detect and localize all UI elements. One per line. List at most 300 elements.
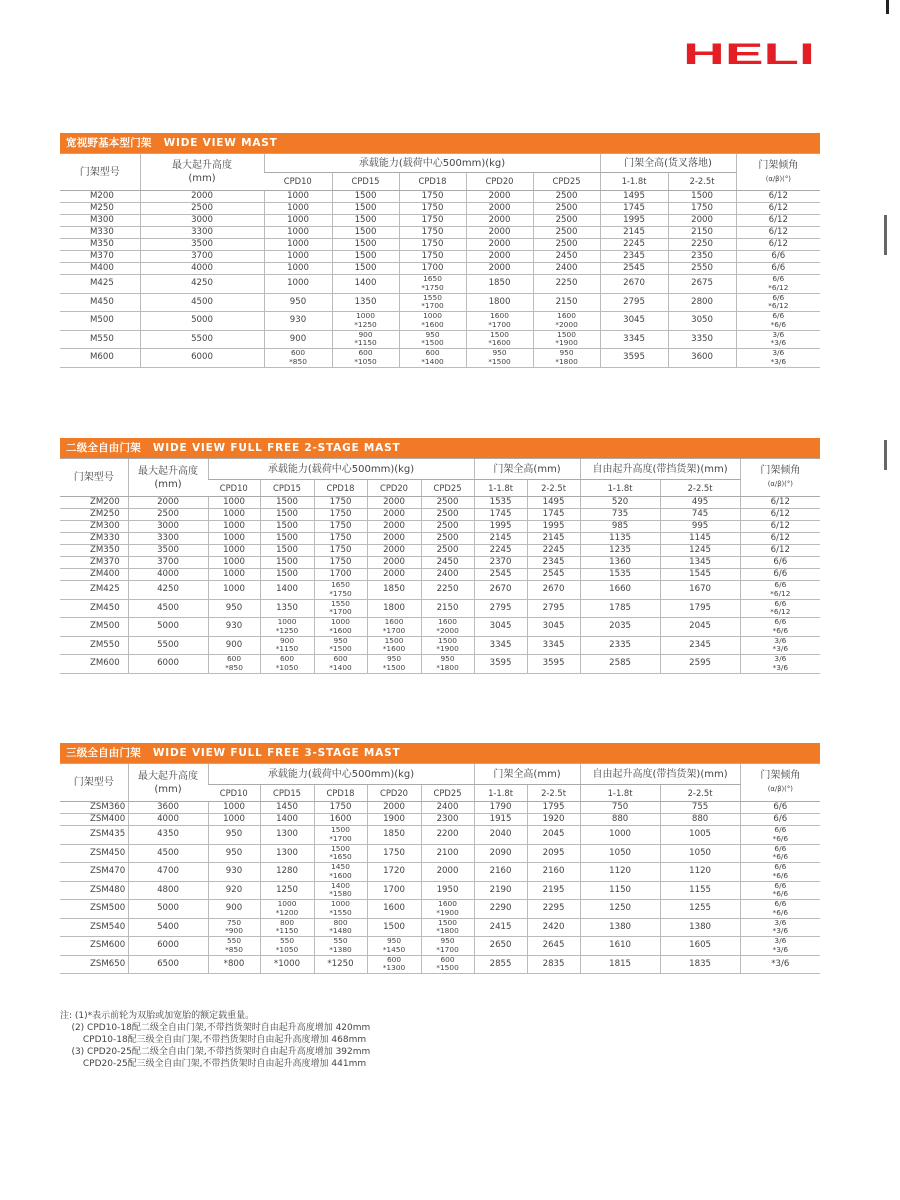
value-dual-tire: *1050 (354, 356, 377, 366)
value-cell (740, 581, 820, 600)
value-cell: 1750 (314, 509, 367, 521)
value-primary: 3/6 (772, 330, 785, 339)
value-primary: 1500 (490, 330, 509, 339)
value-cell: 1120 (660, 863, 740, 882)
value-cell: 2000 (466, 239, 533, 251)
value-cell (740, 618, 820, 637)
value-cell: 6/6 (740, 802, 820, 814)
value-cell (314, 636, 367, 655)
value-cell: 1995 (600, 215, 668, 227)
value-cell: 2345 (600, 251, 668, 263)
table-row (60, 618, 820, 637)
value-cell: 1350 (332, 293, 399, 312)
value-cell (740, 636, 820, 655)
table-row (60, 863, 820, 882)
value-dual-tire: *1600 (488, 338, 511, 348)
value-cell (367, 636, 421, 655)
value-cell: 3345 (527, 636, 580, 655)
value-primary: 3/6 (772, 348, 785, 358)
value-dual-tire: *3/6 (772, 662, 789, 672)
value-cell: 2645 (527, 937, 580, 956)
model-cell: M450 (60, 293, 140, 312)
value-cell: 2345 (527, 557, 580, 569)
value-primary: 950 (333, 636, 348, 645)
value-primary: 3/6 (774, 654, 787, 664)
value-cell: 3500 (140, 239, 264, 251)
scan-edge-mark (884, 440, 887, 470)
value-cell: 1950 (421, 881, 474, 900)
table-row (60, 955, 820, 974)
value-dual-tire: *1600 (329, 625, 352, 635)
value-primary: 1000 (331, 899, 350, 909)
value-cell (332, 330, 399, 349)
value-cell: 1995 (474, 521, 527, 533)
value-primary: 600 (358, 348, 373, 358)
value-cell (264, 349, 332, 368)
value-cell: 1535 (474, 497, 527, 509)
value-cell: 1500 (260, 521, 314, 533)
value-cell: 1745 (474, 509, 527, 521)
model-cell: ZM550 (60, 636, 128, 655)
value-cell: 1400 (332, 275, 399, 294)
value-cell: 1750 (399, 251, 466, 263)
value-cell: 2250 (421, 581, 474, 600)
model-cell: ZM250 (60, 509, 128, 521)
value-cell (740, 918, 820, 937)
value-dual-tire: *1700 (488, 319, 511, 329)
value-primary: 600 (425, 348, 440, 358)
value-cell: 2450 (533, 251, 600, 263)
value-primary: 3/6 (774, 636, 787, 645)
value-cell: 1745 (527, 509, 580, 521)
model-cell: ZSM500 (60, 900, 128, 919)
value-cell: 6/12 (736, 215, 820, 227)
value-cell: 2855 (474, 955, 527, 974)
value-primary: 1000 (277, 899, 297, 909)
value-cell: 1155 (660, 881, 740, 900)
model-cell: M330 (60, 227, 140, 239)
value-cell: 2035 (580, 618, 660, 637)
section-title-bar (60, 133, 820, 153)
value-cell (314, 881, 367, 900)
value-cell (399, 312, 466, 331)
value-cell: 1300 (260, 826, 314, 845)
value-cell: 1815 (580, 955, 660, 974)
value-cell: 4250 (128, 581, 208, 600)
value-primary: 800 (333, 918, 348, 927)
scan-edge-mark (886, 0, 889, 14)
value-cell: 3595 (527, 655, 580, 674)
value-dual-tire: *3/6 (770, 356, 787, 366)
value-cell: 1800 (367, 599, 421, 618)
value-primary: 6/6 (774, 599, 787, 608)
value-cell: 995 (660, 521, 740, 533)
model-cell: ZM350 (60, 545, 128, 557)
value-cell (314, 918, 367, 937)
value-cell: 1920 (527, 814, 580, 826)
value-dual-tire: *1750 (421, 282, 444, 292)
header-free-2-2.5t: 2-2.5t (660, 785, 740, 802)
value-cell: 6000 (128, 937, 208, 956)
value-primary: 600 (279, 654, 295, 664)
value-cell: 1000 (264, 215, 332, 227)
value-cell: 2160 (527, 863, 580, 882)
value-cell: 1500 (367, 918, 421, 937)
value-cell: 5000 (128, 900, 208, 919)
model-cell: ZM425 (60, 581, 128, 600)
value-dual-tire: *1750 (329, 588, 352, 598)
value-primary: 600 (333, 654, 348, 664)
value-cell: 755 (660, 802, 740, 814)
value-cell: 3700 (140, 251, 264, 263)
value-cell: 3000 (140, 215, 264, 227)
value-cell (421, 937, 474, 956)
value-cell: 495 (660, 497, 740, 509)
table-row (60, 263, 820, 275)
table-row (60, 937, 820, 956)
value-cell: 2000 (668, 215, 736, 227)
value-cell (740, 937, 820, 956)
value-cell: 2245 (527, 545, 580, 557)
model-cell: M200 (60, 191, 140, 203)
value-cell: 2000 (367, 557, 421, 569)
value-dual-tire: *1500 (488, 356, 511, 366)
value-cell (367, 618, 421, 637)
note-line: 注: (1)*表示前轮为双胎或加宽胎的额定载重量。 (60, 1011, 255, 1021)
value-cell: 2500 (140, 203, 264, 215)
value-cell: 5000 (140, 312, 264, 331)
value-cell (314, 863, 367, 882)
model-cell: M550 (60, 330, 140, 349)
value-primary: 950 (559, 348, 574, 358)
header-cpd18: CPD18 (314, 785, 367, 802)
value-dual-tire: *1800 (436, 926, 459, 936)
table-row (60, 275, 820, 294)
value-dual-tire: *1600 (421, 319, 444, 329)
value-cell: 3600 (128, 802, 208, 814)
value-dual-tire: *3/6 (772, 944, 789, 954)
value-cell: 2500 (421, 545, 474, 557)
header-tilt-unit: (α/β)(°) (767, 785, 793, 793)
value-cell: 1700 (314, 569, 367, 581)
value-cell: 2000 (140, 191, 264, 203)
value-cell: 1500 (260, 545, 314, 557)
value-primary: 950 (386, 654, 402, 664)
value-cell (740, 900, 820, 919)
value-cell: 2400 (421, 569, 474, 581)
value-primary: 1500 (331, 825, 350, 835)
value-cell: 2500 (533, 203, 600, 215)
value-cell: 6/12 (736, 191, 820, 203)
value-cell: 4000 (128, 569, 208, 581)
value-cell: 2545 (474, 569, 527, 581)
value-cell: 2000 (466, 263, 533, 275)
value-cell: 2150 (668, 227, 736, 239)
value-cell: 3500 (128, 545, 208, 557)
value-cell: 1120 (580, 863, 660, 882)
value-cell (314, 900, 367, 919)
value-cell (314, 599, 367, 618)
section-title-cn: 三级全自由门架 (66, 747, 141, 759)
value-cell: 1545 (660, 569, 740, 581)
value-dual-tire: *900 (225, 926, 243, 936)
value-dual-tire: *1450 (382, 944, 406, 954)
table-row (60, 521, 820, 533)
header-cpd18: CPD18 (399, 173, 466, 191)
value-cell: 4350 (128, 826, 208, 845)
value-cell: 2000 (367, 533, 421, 545)
value-cell (399, 293, 466, 312)
value-cell (367, 955, 421, 974)
value-cell: 1245 (660, 545, 740, 557)
value-dual-tire: *1700 (421, 301, 444, 311)
value-cell: 2000 (466, 251, 533, 263)
heli-logo (683, 40, 815, 66)
value-cell: 5400 (128, 918, 208, 937)
value-cell: 745 (660, 509, 740, 521)
value-cell: 1795 (660, 599, 740, 618)
value-cell: 880 (580, 814, 660, 826)
value-primary: 6/6 (774, 617, 787, 627)
section-title-en: WIDE VIEW MAST (163, 137, 278, 149)
value-cell (367, 655, 421, 674)
value-cell: *3/6 (740, 955, 820, 974)
table-row (60, 802, 820, 814)
value-dual-tire: *1300 (382, 963, 406, 973)
table-row (60, 557, 820, 569)
table-body (60, 802, 820, 974)
value-cell: 950 (208, 826, 260, 845)
value-cell: 6000 (128, 655, 208, 674)
table-row (60, 191, 820, 203)
value-cell: 3000 (128, 521, 208, 533)
value-cell: 1500 (332, 251, 399, 263)
model-cell: ZSM435 (60, 826, 128, 845)
header-max-lift-label: 最大起升高度 (138, 770, 198, 782)
value-cell: 2145 (527, 533, 580, 545)
section-title-cn: 二级全自由门架 (66, 442, 141, 454)
value-cell: 6/12 (740, 497, 820, 509)
value-cell: 1795 (527, 802, 580, 814)
value-cell: 2545 (600, 263, 668, 275)
value-primary: 550 (226, 936, 242, 946)
value-cell: 2500 (533, 227, 600, 239)
value-cell (533, 349, 600, 368)
table-row (60, 900, 820, 919)
value-cell (314, 844, 367, 863)
header-max-lift-label: 最大起升高度 (172, 160, 232, 171)
value-dual-tire: *850 (289, 356, 307, 366)
value-primary: 900 (358, 330, 373, 339)
value-cell: 1500 (332, 227, 399, 239)
value-dual-tire: *6/12 (770, 588, 791, 598)
model-cell: ZM500 (60, 618, 128, 637)
model-cell: M370 (60, 251, 140, 263)
value-cell: 2160 (474, 863, 527, 882)
header-cpd10: CPD10 (208, 785, 260, 802)
value-primary: 1500 (438, 636, 457, 645)
value-cell: 1000 (208, 814, 260, 826)
value-cell: 3595 (600, 349, 668, 368)
table-row (60, 349, 820, 368)
model-cell: ZSM400 (60, 814, 128, 826)
model-cell: ZM200 (60, 497, 128, 509)
header-max-lift (128, 459, 208, 497)
value-primary: 950 (440, 936, 455, 946)
header-cpd15: CPD15 (332, 173, 399, 191)
value-cell: 1500 (260, 509, 314, 521)
value-primary: 1000 (277, 617, 297, 627)
value-dual-tire: *6/12 (768, 301, 789, 311)
value-cell: 1750 (399, 191, 466, 203)
value-dual-tire: *1200 (275, 907, 299, 917)
value-cell (466, 330, 533, 349)
value-cell: 1995 (527, 521, 580, 533)
value-dual-tire: *1600 (329, 870, 352, 880)
value-cell: 3345 (474, 636, 527, 655)
table-row (60, 918, 820, 937)
value-cell: 1500 (332, 191, 399, 203)
value-cell: 1000 (264, 191, 332, 203)
model-cell: M300 (60, 215, 140, 227)
value-cell: 6/12 (740, 533, 820, 545)
value-cell: 1700 (399, 263, 466, 275)
value-cell: 1495 (527, 497, 580, 509)
value-cell: 6/12 (736, 203, 820, 215)
value-cell: 2415 (474, 918, 527, 937)
header-cpd15: CPD15 (260, 785, 314, 802)
value-cell (421, 900, 474, 919)
value-primary: 1500 (438, 918, 457, 927)
table-row (60, 533, 820, 545)
value-cell: 6/6 (736, 263, 820, 275)
value-cell: 2595 (660, 655, 740, 674)
value-cell: *1250 (314, 955, 367, 974)
value-cell: 1250 (260, 881, 314, 900)
model-cell: M425 (60, 275, 140, 294)
value-cell: 4250 (140, 275, 264, 294)
value-cell: 2795 (474, 599, 527, 618)
header-cpd18: CPD18 (314, 480, 367, 497)
value-dual-tire: *1550 (329, 907, 352, 917)
header-tilt-label: 门架倾角 (760, 465, 801, 476)
value-cell: 1250 (580, 900, 660, 919)
model-cell: M500 (60, 312, 140, 331)
header-cpd15: CPD15 (260, 480, 314, 497)
value-cell (736, 312, 820, 331)
value-dual-tire: *1050 (275, 944, 299, 954)
value-cell: 1610 (580, 937, 660, 956)
value-cell: 2245 (474, 545, 527, 557)
value-cell: 930 (264, 312, 332, 331)
value-primary: 600 (440, 955, 455, 964)
value-dual-tire: *1500 (436, 963, 459, 973)
value-cell: 1720 (367, 863, 421, 882)
value-cell: 4000 (128, 814, 208, 826)
value-cell: 1000 (208, 557, 260, 569)
value-primary: 550 (333, 936, 348, 946)
value-cell: 1400 (260, 814, 314, 826)
value-dual-tire: *1380 (329, 944, 352, 954)
value-cell: 1450 (260, 802, 314, 814)
value-cell: 2585 (580, 655, 660, 674)
value-dual-tire: *850 (225, 944, 243, 954)
header-height-2-2.5t: 2-2.5t (668, 173, 736, 191)
value-cell: 2500 (533, 191, 600, 203)
section-full-free-2-stage (60, 438, 820, 674)
value-cell: 2090 (474, 844, 527, 863)
value-cell: 2335 (580, 636, 660, 655)
value-cell: 4500 (128, 844, 208, 863)
value-dual-tire: *6/6 (772, 907, 789, 917)
value-cell: 1000 (208, 509, 260, 521)
value-primary: 1400 (331, 881, 350, 890)
value-cell: 950 (264, 293, 332, 312)
value-cell: 1500 (332, 263, 399, 275)
value-dual-tire: *1900 (436, 907, 459, 917)
value-cell (421, 618, 474, 637)
value-dual-tire: *1600 (382, 644, 406, 654)
value-cell: 1500 (260, 557, 314, 569)
value-cell: 2000 (367, 497, 421, 509)
header-max-lift (140, 154, 264, 191)
value-cell: 1000 (264, 275, 332, 294)
value-cell (314, 581, 367, 600)
value-cell: 2550 (668, 263, 736, 275)
value-dual-tire: *1800 (436, 662, 459, 672)
value-cell (466, 312, 533, 331)
value-cell (399, 330, 466, 349)
value-cell: 735 (580, 509, 660, 521)
header-overall-height: 门架全高(mm) (474, 459, 580, 480)
value-cell: 1750 (399, 203, 466, 215)
value-cell: 3600 (668, 349, 736, 368)
value-primary: 1450 (331, 862, 350, 872)
value-primary: 1550 (423, 293, 442, 302)
value-primary: 1600 (557, 311, 576, 321)
value-primary: 600 (226, 654, 242, 664)
value-cell (208, 655, 260, 674)
value-cell: 1255 (660, 900, 740, 919)
value-cell (740, 863, 820, 882)
value-primary: 6/6 (774, 825, 787, 835)
header-cpd20: CPD20 (466, 173, 533, 191)
value-cell: 1750 (668, 203, 736, 215)
value-dual-tire: *1580 (329, 889, 352, 899)
value-cell: 2420 (527, 918, 580, 937)
table-body (60, 497, 820, 674)
model-cell: M250 (60, 203, 140, 215)
value-cell: 2200 (421, 826, 474, 845)
section-title-en: WIDE VIEW FULL FREE 3-STAGE MAST (152, 747, 401, 759)
value-cell: 2545 (527, 569, 580, 581)
value-cell: 2500 (421, 497, 474, 509)
value-cell: 1050 (580, 844, 660, 863)
value-cell: 2290 (474, 900, 527, 919)
model-cell: ZSM600 (60, 937, 128, 956)
value-dual-tire: *6/6 (772, 870, 789, 880)
value-cell: 2045 (527, 826, 580, 845)
value-cell: 2000 (367, 802, 421, 814)
value-dual-tire: *6/6 (772, 889, 789, 899)
footnotes (60, 1010, 370, 1070)
value-cell (466, 349, 533, 368)
value-cell: 2000 (421, 863, 474, 882)
value-cell (533, 330, 600, 349)
value-cell: 2150 (533, 293, 600, 312)
table-row (60, 636, 820, 655)
value-cell: 2145 (600, 227, 668, 239)
